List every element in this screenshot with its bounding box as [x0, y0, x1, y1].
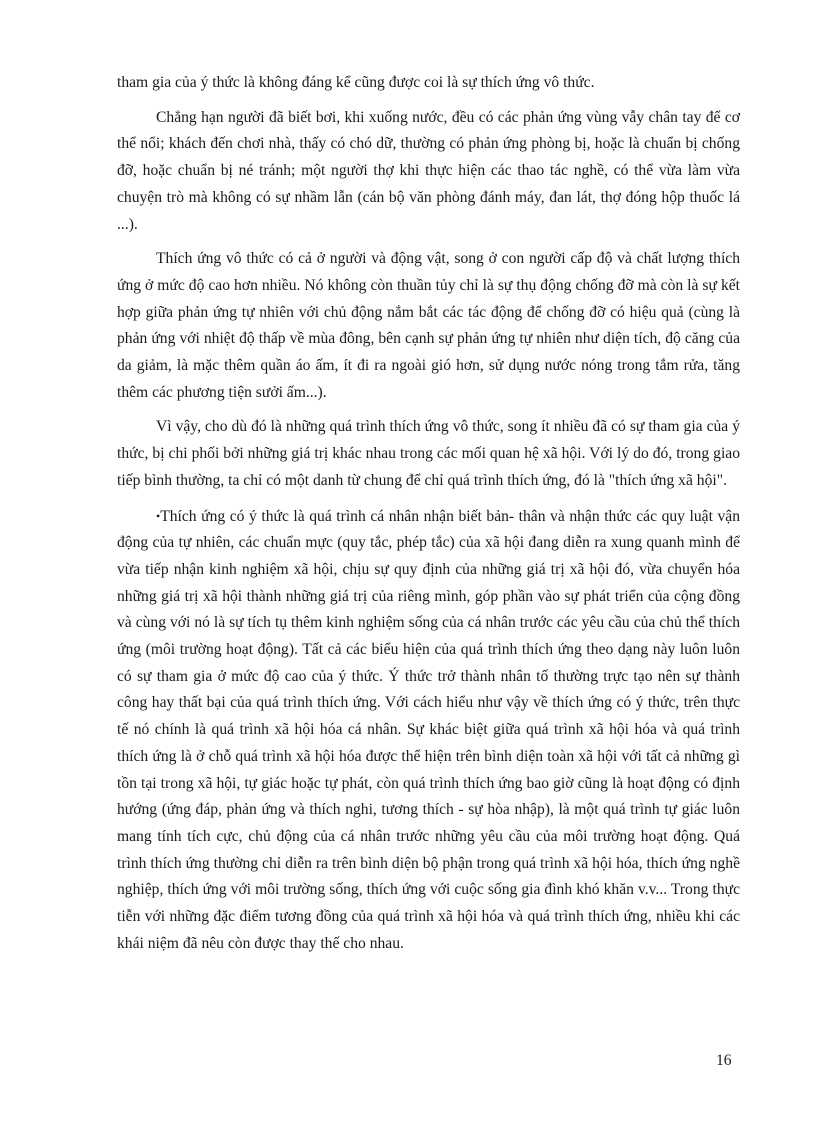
paragraph-conscious-adaptation [117, 503, 740, 958]
paragraph-unconscious-adaptation: Thích ứng vô thức có cả ở người và động vật, song ở con người cấp độ và chất lượng thích ứng ở mức độ cao hơn nhiều. Nó không còn thuần tủy chỉ là sự thụ động chống đỡ mà còn là sự kết hợp giữa phản ứng tự nhiên với chủ động nắm bắt các tác động để chống đỡ có hiệu quả (cùng là phản ứng với nhiệt độ thấp về mùa đông, bên cạnh sự phản ứng tự nhiên như diện tích, độ căng của da giảm, là mặc thêm quần áo ấm, ít đi ra ngoài gió hơn, sử dụng nước nóng trong tắm rửa, tăng thêm các phương tiện sưởi ấm...). [117, 250, 740, 401]
paragraph-social-adaptation: Vì vậy, cho dù đó là những quá trình thích ứng vô thức, song ít nhiều đã có sự tham gia của ý thức, bị chi phối bởi những giá trị khác nhau trong các mối quan hệ xã hội. Với lý do đó, trong giao tiếp bình thường, ta chỉ có một danh từ chung để chỉ quá trình thích ứng, đó là "thích ứng xã hội". [117, 418, 740, 489]
bullet-icon: • [156, 508, 161, 523]
paragraph-example: Chẳng hạn người đã biết bơi, khi xuống nước, đều có các phản ứng vùng vẫy chân tay để cơ thể nổi; khách đến chơi nhà, thấy có chó dữ, thường có phản ứng phòng bị, hoặc là chuẩn bị chống đỡ, hoặc chuẩn bị né tránh; một người thợ khi thực hiện các thao tác nghề, có thể vừa làm vừa chuyện trò mà không có sự nhầm lẫn (cán bộ văn phòng đánh máy, đan lát, thợ đóng hộp thuốc lá ...). [117, 108, 740, 233]
document-page [117, 70, 740, 958]
page-number: 16 [716, 1052, 732, 1069]
bullet-paragraph-text: Thích ứng có ý thức là quá trình cá nhân nhận biết bản- thân và nhận thức các quy luật vận động của tự nhiên, các chuẩn mực (quy tắc, phép tắc) của xã hội đang diễn ra xung quanh mình để vừa tiếp nhận kinh nghiệm xã hội, chịu sự quy định của những giá trị xã hội đó, vừa chuyển hóa những giá trị xã hội thành những giá trị của riêng mình, góp phần vào sự phát triển của cộng đồng và cùng với nó là sự tích tụ thêm kinh nghiệm sống của cá nhân trước các yêu cầu của chủ thể thích ứng (môi trường hoạt động). Tất cả các biểu hiện của quá trình thích ứng theo dạng này luôn luôn có sự tham gia ở mức độ cao của ý thức. Ý thức trở thành nhân tố thường trực tạo nên sự thành công hay thất bại của quá trình thích ứng. Với cách hiểu như vậy về thích ứng có ý thức, trên thực tế nó chính là quá trình xã hội hóa cá nhân. Sự khác biệt giữa quá trình xã hội hóa và quá trình thích ứng là ở chỗ quá trình xã hội hóa được thể hiện trên bình diện toàn xã hội với tất cả những gì tồn tại trong xã hội, tự giác hoặc tự phát, còn quá trình thích ứng bao giờ cũng là hoạt động có định hướng (ứng đáp, phản ứng và thích nghi, tương thích - sự hòa nhập), là một quá trình tự giác luôn mang tính tích cực, chủ động của cá nhân trước những yêu cầu của môi trường hoạt động. Quá trình thích ứng thường chỉ diễn ra trên bình diện bộ phận trong quá trình xã hội hóa, thích ứng nghề nghiệp, thích ứng với môi trường sống, thích ứng với cuộc sống gia đình khó khăn v.v... Trong thực tiễn với những đặc điểm tương đồng của quá trình xã hội hóa và quá trình thích ứng, nhiều khi các khái niệm đã nêu còn được thay thế cho nhau. [117, 507, 740, 952]
paragraph-continuation: tham gia của ý thức là không đáng kể cũng được coi là sự thích ứng vô thức. [117, 74, 595, 91]
